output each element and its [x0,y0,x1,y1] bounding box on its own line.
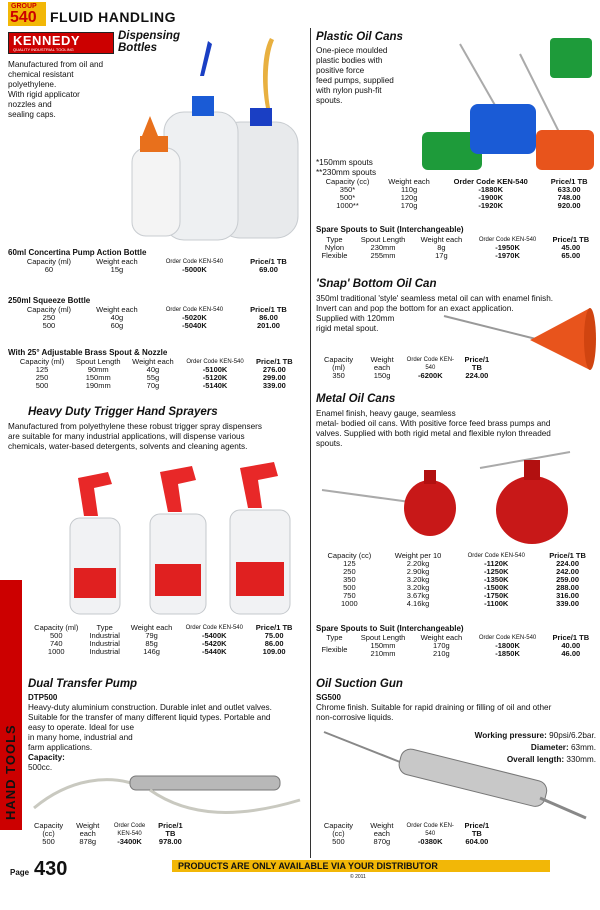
brass-title: With 25° Adjustable Brass Spout & Nozzle [8,348,168,357]
col-header: Weight each [388,177,430,186]
table-row [316,600,596,608]
cell: 210g [433,649,450,658]
cell: 316.00 [556,591,580,600]
metal-cans-image [320,450,590,550]
cell: -6200K [418,371,443,380]
metal-can-small-icon [404,480,456,536]
sprayers-image [60,458,300,618]
cell: 299.00 [262,373,286,382]
cell: Flexible [321,251,348,260]
cell: -1120K [484,559,509,568]
table-row [14,266,298,274]
col-header: Order Code KEN-540 [467,553,525,559]
cell: 110g [401,185,418,194]
brand-logo [8,32,114,54]
metal-title: Metal Oil Cans [316,393,396,405]
plastic-notes [316,158,376,178]
desc-line: Suitable for the transfer of many different liquid types. Portable and [28,713,271,722]
col-header: Capacity (ml) [323,355,354,372]
dispensing-title-line1: Dispensing [118,30,180,42]
sidebar-label: HAND TOOLS [3,724,18,820]
logo-name: KENNEDY [13,33,81,48]
cell: 8g [437,243,446,252]
desc-line: spouts. [316,439,343,448]
cell: 150mm [370,641,396,650]
col-header: Capacity (cc) [323,821,354,838]
banner-text: PRODUCTS ARE ONLY AVAILABLE VIA YOUR DISTRIBUTOR [178,861,438,871]
dispensing-bottles-image [100,36,305,246]
table-header-row [316,634,596,642]
desc-line: Manufactured from polyethylene these robust trigger spray dispensers [8,422,262,431]
spec-label: Overall length: [506,755,565,764]
table-header-row [316,356,496,372]
suction-title: Oil Suction Gun [316,678,403,690]
suction-desc [316,703,551,723]
col-header: Capacity (ml) [19,357,65,366]
table-row [316,568,596,576]
col-header: Weight per 10 [394,551,442,560]
cell: 750 [343,591,356,600]
cell: 878g [79,837,97,846]
table-row [316,576,596,584]
cell: 350 [343,575,356,584]
sprayer-bottle-icon [230,462,290,614]
col-header: Capacity (ml) [26,257,72,266]
sprayers-title: Heavy Duty Trigger Hand Sprayers [28,406,218,418]
cell: 978.00 [158,837,182,846]
col-header: Price/1 TB [250,257,287,266]
squeeze-table [14,306,298,330]
metal-table [316,552,596,608]
bottle-cap-icon [250,108,272,126]
desc-line: polyethylene. [8,80,57,89]
cell: -1880K [478,185,503,194]
col-header: Price/1 TB [552,633,590,642]
column-divider [310,28,311,858]
cell: -3400K [117,837,142,846]
group-label: GROUP [11,3,37,10]
col-header: Type [96,623,113,632]
col-header: Price/1 TB [250,305,287,314]
blue-nozzle-icon [200,41,212,76]
table-row [316,838,496,846]
logo-tagline: QUALITY INDUSTRIAL TOOLING [13,47,74,52]
spec-value: 330mm. [566,755,596,764]
suction-barrel-icon [397,747,549,809]
cell: 224.00 [465,371,489,380]
cell: 250 [35,373,49,382]
table-row [316,584,596,592]
col-header: Price/1 TB [552,235,590,244]
cell: 500 [42,321,56,330]
table-row [14,322,298,330]
cell: 86.00 [264,639,284,648]
spec-label: Working pressure: [474,731,547,740]
squeeze-title: 250ml Squeeze Bottle [8,296,91,305]
col-header: Price/1 TB [549,551,586,560]
cell: 69.00 [259,265,278,274]
cell: 633.00 [557,185,581,194]
col-header: Weight each [370,821,394,838]
transfer-table [28,822,188,846]
cell: 190mm [85,381,111,390]
desc-line: chemicals, water-based detergents, solvents and cleaning agents. [8,442,248,451]
col-header: Order Code KEN-540 [165,307,224,313]
table-header-row [14,306,298,314]
desc-line: Manufactured from oil and [8,60,104,69]
cell: 210mm [370,649,396,658]
cell: -1800K [495,641,520,650]
col-header: Price/1 TB [464,821,490,838]
concertina-table [14,258,298,274]
cell: 85g [145,639,158,648]
cell: 740 [49,639,63,648]
desc-line: non-corrosive liquids. [316,713,394,722]
snap-table [316,356,496,380]
desc-line: Invert can and pop the bottom for an exact application. [316,304,514,313]
cell: 79g [145,631,158,640]
cell: 748.00 [557,193,581,202]
col-header: Price/1 TB [550,177,588,186]
page-label: Page [10,868,30,877]
cell: 500 [42,837,55,846]
spec-value: 63mm. [570,743,596,752]
cell: -5140K [202,381,228,390]
col-header: Order Code KEN-540 [185,625,243,631]
cell: 1000 [341,599,358,608]
bottle-small-icon [132,148,180,236]
desc-line: One-piece moulded [316,46,388,55]
table-row [14,382,298,390]
note-line: *150mm spouts [316,158,373,167]
cell: 350 [332,371,345,380]
desc-line: metal- bodied oil cans. With positive force feed brass pumps and [316,419,551,428]
cell: -1970K [495,251,520,260]
cell: -5440K [201,647,227,656]
cell: 150g [373,371,391,380]
desc-line: feed pumps, supplied [316,76,394,85]
col-header: Order Code KEN-540 [165,259,224,265]
table-header-row [316,822,496,838]
table-header-row [28,624,298,632]
cell: -1920K [478,201,503,210]
plastic-cans-image [420,34,596,172]
cell: 500 [332,837,345,846]
cell: 90mm [87,365,109,374]
cell: 288.00 [556,583,580,592]
brass-spout-icon [263,38,274,116]
cell: -0380K [417,837,443,846]
desc-line: easy to operate. Ideal for use [28,723,135,732]
table-row [316,202,596,210]
col-header: Weight each [130,623,173,632]
cell: -1100K [484,599,509,608]
col-header: Spout Length [75,357,121,366]
cell: 86.00 [259,313,278,322]
col-header: Capacity (cc) [327,551,372,560]
table-row [316,372,496,380]
col-header: Weight each [96,257,138,266]
cell: 500* [339,193,356,202]
desc-line: are suitable for many industrial applications, will dispense various [8,432,245,441]
suction-gun-image [320,722,590,822]
metal-can-large-icon [496,476,568,544]
group-number: 540 [10,9,37,26]
transfer-code: DTP500 [28,693,58,702]
cell: 339.00 [262,381,286,390]
note-line: **230mm spouts [316,168,377,177]
col-header: Type [326,633,343,642]
cell: 46.00 [561,649,581,658]
col-header: Order Code KEN-540 [186,359,244,365]
desc-line: Chrome finish. Suitable for rapid draining or filling of oil and other [316,703,552,712]
cell: Nylon [324,243,345,252]
sprayers-desc [8,422,262,452]
cell: 55g [146,373,160,382]
cell: Industrial [89,647,120,656]
col-header: Order Code KEN-540 [406,823,454,837]
cell: 500 [35,381,49,390]
spouts2-title: Spare Spouts to Suit (Interchangeable) [316,624,464,633]
desc-line: valves. Supplied with both rigid metal and flexible nylon threaded [316,429,551,438]
cell: 125 [35,365,49,374]
snap-can-icon [530,308,590,370]
desc-line: With rigid applicator [8,90,80,99]
cell: 250 [343,567,356,576]
desc-line: sealing caps. [8,110,56,119]
transfer-title: Dual Transfer Pump [28,678,138,690]
cell: 201.00 [257,321,280,330]
category-sidebar [0,580,22,830]
table-row [14,314,298,322]
cell: 17g [435,251,448,260]
col-header: Order Code KEN-540 [113,823,146,837]
desc-line: in many home, industrial and [28,733,133,742]
dispensing-desc [8,60,103,120]
cell: 170g [400,201,418,210]
table-header-row [316,552,596,560]
cell: 146g [143,647,160,656]
col-header: Weight each [370,355,394,372]
cell: 276.00 [262,365,286,374]
col-header: Capacity (ml) [26,305,72,314]
cell: 604.00 [465,837,489,846]
capacity-value: 500cc. [28,763,53,772]
sprayers-table [28,624,298,656]
concertina-title: 60ml Concertina Pump Action Bottle [8,248,147,257]
spouts2-table [316,634,596,658]
cell: -5020K [182,313,207,322]
col-header: Capacity (ml) [34,623,79,632]
col-header: Price/1 TB [158,821,183,838]
cell: 250 [42,313,56,322]
cell: -1850K [495,649,520,658]
table-row [316,642,596,650]
distributor-banner [172,860,550,872]
cell: -1750K [483,591,509,600]
suction-code: SG500 [316,693,341,702]
dispensing-title-line2: Bottles [118,42,157,54]
cell: 60g [110,321,124,330]
brass-table [14,358,298,390]
col-header: Spout Length [360,633,406,642]
col-header: Capacity (cc) [33,821,64,838]
cell: 870g [373,837,391,846]
table-row [28,632,298,640]
cell: 1000** [336,201,359,210]
transfer-pump-image [30,768,306,820]
desc-line: rigid metal spout. [316,324,379,333]
col-header: Order Code KEN-540 [406,357,455,371]
cell: -5040K [182,321,207,330]
table-row [316,650,596,658]
page-title: FLUID HANDLING [50,9,176,25]
cell: 40g [110,313,124,322]
cell: -5100K [202,365,228,374]
table-row [316,252,596,260]
cell: 120g [400,193,418,202]
col-header: Order Code KEN-540 [453,177,528,186]
table-row [316,186,596,194]
cell: 125 [343,559,356,568]
desc-line: farm applications. [28,743,93,752]
table-header-row [14,258,298,266]
blue-can-icon [470,104,536,154]
cell: Industrial [89,631,120,640]
capacity-label: Capacity: [28,753,65,762]
cell: -1950K [495,243,520,252]
table-row [316,560,596,568]
desc-line: Enamel finish, heavy gauge, seamless [316,409,456,418]
plastic-table [316,178,596,210]
desc-line: positive force [316,66,365,75]
cell: 4.16kg [406,599,430,608]
cell: 242.00 [556,567,580,576]
col-header: Spout Length [360,235,406,244]
sprayer-bottle-icon [70,472,120,614]
desc-line: 350ml traditional 'style' seamless metal oil can with enamel finish. [316,294,554,303]
cell: 45.00 [561,243,581,252]
plastic-title: Plastic Oil Cans [316,31,403,43]
cell: 70g [146,381,160,390]
col-header: Order Code KEN-540 [478,635,537,641]
table-row [316,592,596,600]
cell: 259.00 [556,575,580,584]
cell: -1500K [483,583,509,592]
table-row [316,244,596,252]
plastic-desc [316,46,394,106]
cell: 920.00 [557,201,581,210]
cell: 109.00 [262,647,286,656]
cell: Industrial [89,639,120,648]
table-header-row [316,178,596,186]
cell: 150mm [85,373,111,382]
transfer-desc [28,703,272,773]
spec-value: 90psi/6.2bar. [549,731,596,740]
cell: 500 [343,583,356,592]
cell: -5400K [201,631,227,640]
desc-line: Heavy-duty aluminium construction. Durable inlet and outlet valves. [28,703,272,712]
table-header-row [28,822,188,838]
cell: 40.00 [561,641,581,650]
cell: 2.90kg [406,567,430,576]
cell: 3.20kg [406,575,430,584]
col-header: Weight each [76,821,100,838]
snap-title: 'Snap' Bottom Oil Can [316,278,437,290]
cell: 3.67kg [406,591,430,600]
col-header: Type [326,235,343,244]
col-header: Weight each [420,235,463,244]
cell: 1000 [47,647,65,656]
table-row [28,838,188,846]
cell: 15g [110,265,124,274]
col-header: Order Code KEN-540 [478,237,537,243]
cell: 75.00 [264,631,284,640]
cell: 3.20kg [406,583,430,592]
cell: 255mm [370,251,396,260]
suction-table [316,822,496,846]
cell: 350* [339,185,356,194]
spec-label: Diameter: [530,743,569,752]
spouts1-title: Spare Spouts to Suit (Interchangeable) [316,225,464,234]
cell: 40g [146,365,160,374]
metal-desc [316,409,551,449]
cell: 170g [433,641,450,650]
col-header: Price/1 TB [255,623,293,632]
col-header: Capacity (cc) [325,177,370,186]
cell: -1250K [483,567,509,576]
spouts1-table [316,236,596,260]
cell: 339.00 [556,599,580,608]
table-header-row [316,236,596,244]
col-header: Price/1 TB [464,355,490,372]
cell: -5000K [182,265,207,274]
cell: -1350K [483,575,509,584]
cell: 60 [44,265,54,274]
group-badge [8,2,46,26]
desc-line: with nylon push-fit [316,86,382,95]
cell: 224.00 [556,559,580,568]
cell: Flexible [321,645,348,654]
desc-line: spouts. [316,96,343,105]
cell: -5420K [201,639,227,648]
cell: 230mm [370,243,396,252]
cell: 2.20kg [406,559,430,568]
cell: 500 [49,631,63,640]
orange-can-icon [536,130,594,170]
col-header: Weight each [420,633,463,642]
cell: 65.00 [561,251,581,260]
desc-line: plastic bodies with [316,56,383,65]
col-header: Price/1 TB [256,357,293,366]
cell: -1900K [478,193,503,202]
cell: -5120K [202,373,228,382]
desc-line: nozzles and [8,100,52,109]
orange-cap-icon [140,136,168,152]
copyright: © 2011 [350,874,366,880]
sprayer-bottle-icon [150,466,206,614]
col-header: Weight each [132,357,174,366]
col-header: Weight each [96,305,138,314]
page-number: 430 [34,858,68,880]
table-row [28,648,298,656]
table-row [28,640,298,648]
green-badge-icon [550,38,592,78]
desc-line: Supplied with 120mm [316,314,395,323]
desc-line: chemical resistant [8,70,74,79]
